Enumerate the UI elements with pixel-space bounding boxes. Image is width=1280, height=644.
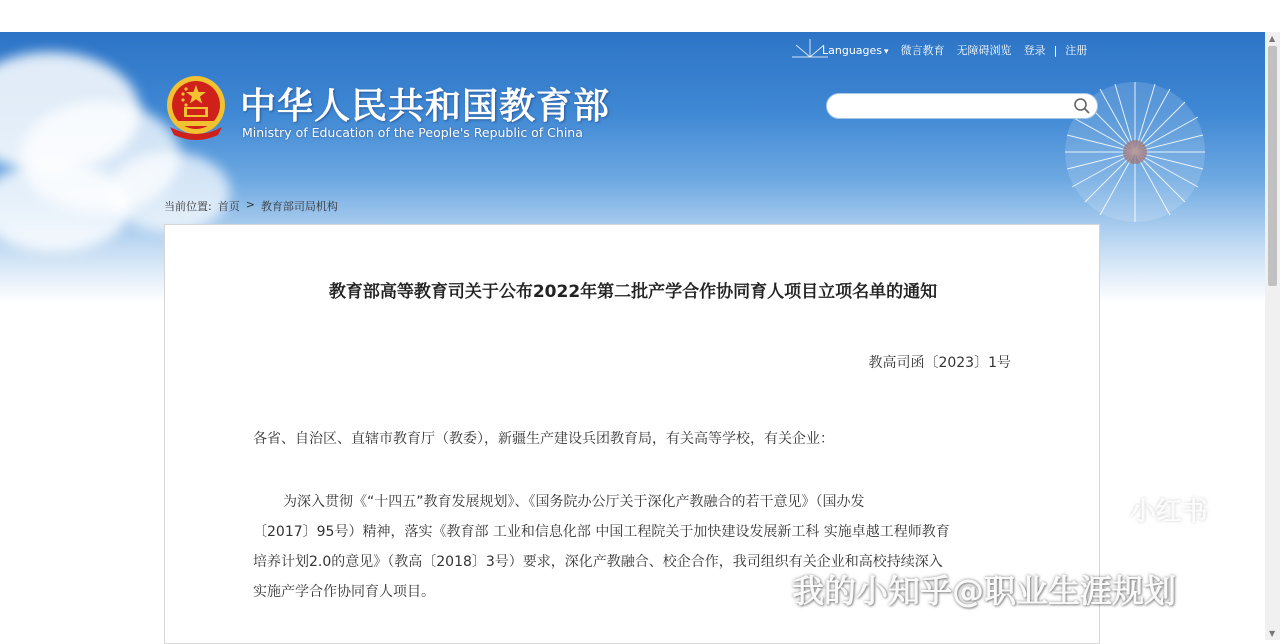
scroll-up-icon[interactable]: ▲ [1269, 34, 1276, 43]
document-number: 教高司函〔2023〕1号 [868, 355, 1011, 371]
breadcrumb-prefix: 当前位置: [164, 200, 212, 213]
site-subtitle: Ministry of Education of the People's Republic of China [242, 125, 583, 140]
search-icon[interactable] [1073, 97, 1091, 115]
body-line: 〔2017〕95号）精神，落实《教育部 工业和信息化部 中国工程院关于加快建设发展新工科 实施卓越工程师教育 [253, 524, 950, 540]
body-line: 培养计划2.0的意见》（教高〔2018〕3号）要求，深化产教融合、校企合作，我司组织有关企业和高校持续深入 [253, 554, 943, 570]
weibo-link[interactable]: 微言教育 [900, 44, 945, 57]
breadcrumb-home-link[interactable]: 首页 [217, 200, 240, 213]
body-line: 为深入贯彻《“十四五”教育发展规划》、《国务院办公厅关于深化产教融合的若干意见》（国办发 [283, 494, 865, 510]
browser-top-bar [0, 0, 1265, 32]
cloud-decoration [110, 152, 230, 232]
breadcrumb-current-link[interactable]: 教育部司局机构 [260, 200, 338, 213]
overlay-watermark: 我的小知乎@职业生涯规划 [792, 572, 1177, 610]
accessibility-link[interactable]: 无障碍浏览 [956, 44, 1012, 57]
languages-link[interactable]: Languages ▾ [822, 43, 889, 57]
platform-watermark: 小红书 [1104, 478, 1234, 540]
scrollbar-thumb[interactable] [1268, 46, 1277, 286]
document-salutation: 各省、自治区、直辖市教育厅（教委），新疆生产建设兵团教育局，有关高等学校，有关企业： [253, 431, 834, 447]
site-title: 中华人民共和国教育部 [240, 86, 611, 127]
link-divider: | [1053, 43, 1058, 57]
chevron-down-icon: ▾ [884, 46, 889, 57]
breadcrumb-separator: > [245, 198, 255, 211]
register-link[interactable]: 注册 [1065, 44, 1088, 57]
body-line: 实施产学合作协同育人项目。 [253, 584, 435, 600]
document-title: 教育部高等教育司关于公布2022年第二批产学合作协同育人项目立项名单的通知 [328, 282, 938, 302]
search-input[interactable] [826, 93, 1098, 119]
vertical-scrollbar[interactable] [1265, 32, 1280, 640]
scroll-down-icon[interactable]: ▼ [1269, 629, 1276, 638]
top-links [822, 42, 1087, 58]
national-emblem-icon [164, 75, 228, 141]
login-link[interactable]: 登录 [1023, 44, 1046, 57]
breadcrumb [164, 198, 338, 214]
